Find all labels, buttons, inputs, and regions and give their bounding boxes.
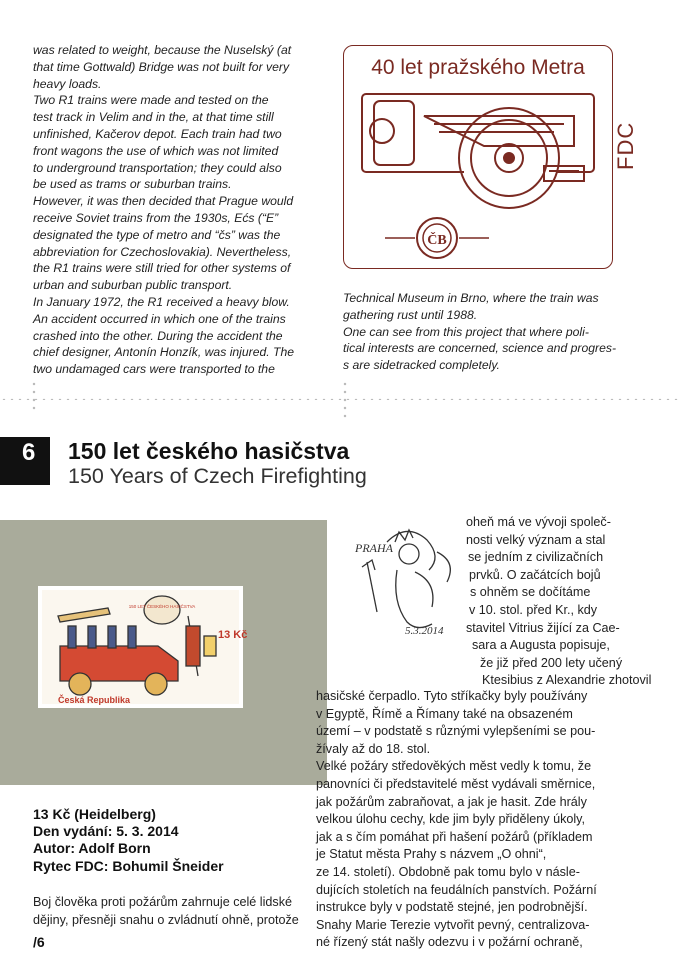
text-line: test track in Velim and in the, at that time still: [33, 110, 274, 125]
text-line: oheň má ve vývoji společ-: [466, 515, 611, 529]
text-line: se jedním z civilizačních: [468, 550, 604, 565]
text-line: je Statut města Prahy s názvem „O ohni“,: [316, 847, 547, 862]
text-line: území – v podstatě s různými vylepšeními se pou-: [316, 724, 596, 739]
text-line: the R1 trains were still tried for other systems of: [33, 261, 291, 276]
text-line: v 10. stol. před Kr., kdy: [469, 603, 598, 617]
text-line: s ohněm se dočítáme: [470, 585, 591, 600]
text-line: žívaly až do 18. stol.: [316, 741, 431, 756]
text-line: gathering rust until 1988.: [343, 307, 478, 322]
fdc-vertical-label: FDC: [613, 121, 638, 170]
text-line: dějiny, přesněji snahu o zvládnutí ohně, protože: [33, 912, 299, 927]
svg-text:ČB: ČB: [427, 233, 447, 248]
text-line: Ktesibius z Alexandrie zhotovil: [482, 673, 652, 688]
stamp-credits: [33, 806, 224, 875]
text-line: jak požárům zabraňovat, a jak je hasit. Zde hrály: [316, 794, 587, 809]
text-line: Two R1 trains were made and tested on the: [33, 93, 269, 108]
text-line: že již před 200 lety učený: [480, 655, 623, 670]
text-line: receive Soviet trains from the 1930s, Ećs (“E”: [33, 210, 279, 225]
text-line: dujících stoletích na feudálních panstvích. Požární: [316, 882, 597, 897]
text-line: two undamaged cars were transported to the: [33, 362, 275, 377]
text-line: né řízený stát našly odezvu i v požární ochraně,: [316, 935, 583, 950]
text-line: Boj člověka proti požárům zahrnuje celé lidské: [33, 895, 293, 909]
svg-text:PRAHA: PRAHA: [355, 541, 393, 555]
text-line: Technical Museum in Brno, where the train was: [343, 291, 599, 305]
text-line: s are sidetracked completely.: [343, 358, 500, 373]
text-line: be used as trams or suburban trains.: [33, 177, 232, 192]
svg-text:150 LET ČESKÉHO HASIČSTVA: 150 LET ČESKÉHO HASIČSTVA: [128, 604, 196, 609]
text-line: prvků. O začátcích bojů: [469, 567, 601, 582]
text-line: panovníci či představitelé měst vydávali směrnice,: [316, 776, 596, 791]
text-line: One can see from this project that where poli-: [343, 324, 589, 339]
text-line: urban and suburban public transport.: [33, 278, 233, 293]
text-line: instrukce byly v podstatě stejné, jen podrobnější.: [316, 900, 588, 915]
text-line: chief designer, Antonín Honzík, was injured. The: [33, 345, 295, 360]
page-number: /6: [33, 934, 45, 950]
svg-text:5.3.2014: 5.3.2014: [405, 625, 444, 637]
text-line: In January 1972, the R1 received a heavy blow.: [33, 294, 290, 309]
text-line: stavitel Vitrius žijící za Cae-: [466, 620, 620, 635]
text-line: velkou úlohu cechy, kde jim byly přiděleny úkoly,: [316, 812, 586, 827]
text-line: to underground transportation; they could also: [33, 160, 282, 175]
text-line: jak a s čím pomáhat při hašení požárů (příkladem: [316, 829, 593, 844]
text-line: ze 14. století). Obdobně pak tomu bylo v násle-: [316, 864, 580, 879]
credit-line: Rytec FDC: Bohumil Šneider: [33, 857, 224, 874]
article-text-bottom-left: [33, 894, 333, 929]
credit-line: Autor: Adolf Born: [33, 840, 151, 857]
text-line: Velké požáry středověkých měst vedly k tomu, že: [316, 759, 592, 774]
section-title-cz: 150 let českého hasičstva: [68, 438, 350, 464]
text-line: that time Gottwald) Bridge was not built for very: [33, 59, 290, 74]
text-line: However, it was then decided that Prague would: [33, 194, 294, 209]
svg-text:Česká Republika: Česká Republika: [58, 695, 131, 705]
text-line: v Egyptě, Římě a Římany také na obsazeném: [316, 706, 573, 721]
text-line: abbreviation for Czechoslovakia). Nevertheless,: [33, 244, 292, 259]
text-line: hasičské čerpadlo. Tyto stříkačky byly používány: [316, 689, 588, 703]
text-line: designated the type of metro and “čs” was the: [33, 227, 281, 242]
text-line: unfinished, Kačerov depot. Each train had two: [33, 126, 282, 141]
text-line: Snahy Marie Terezie vytvořit pevný, centralizova-: [316, 917, 590, 932]
fdc-title: 40 let pražského Metra: [371, 56, 585, 79]
svg-text:13 Kč: 13 Kč: [218, 629, 248, 641]
text-line: An accident occurred in which one of the trains: [33, 311, 286, 326]
credit-line: Den vydání: 5. 3. 2014: [33, 823, 179, 840]
credit-line: 13 Kč (Heidelberg): [33, 806, 156, 822]
section-title-en: 150 Years of Czech Firefighting: [68, 464, 367, 488]
text-line: sara a Augusta popisuje,: [472, 638, 610, 653]
section-number: 6: [22, 439, 36, 466]
text-line: tical interests are concerned, science and progres-: [343, 341, 617, 356]
text-line: front wagons the use of which was not limited: [33, 143, 279, 158]
article-text-bottom-right: [316, 688, 656, 952]
text-line: heavy loads.: [33, 76, 102, 91]
text-line: crashed into the other. During the accident the: [33, 328, 283, 343]
text-line: was related to weight, because the Nuselský (at: [33, 43, 292, 57]
text-line: nosti velký význam a stal: [466, 532, 606, 547]
